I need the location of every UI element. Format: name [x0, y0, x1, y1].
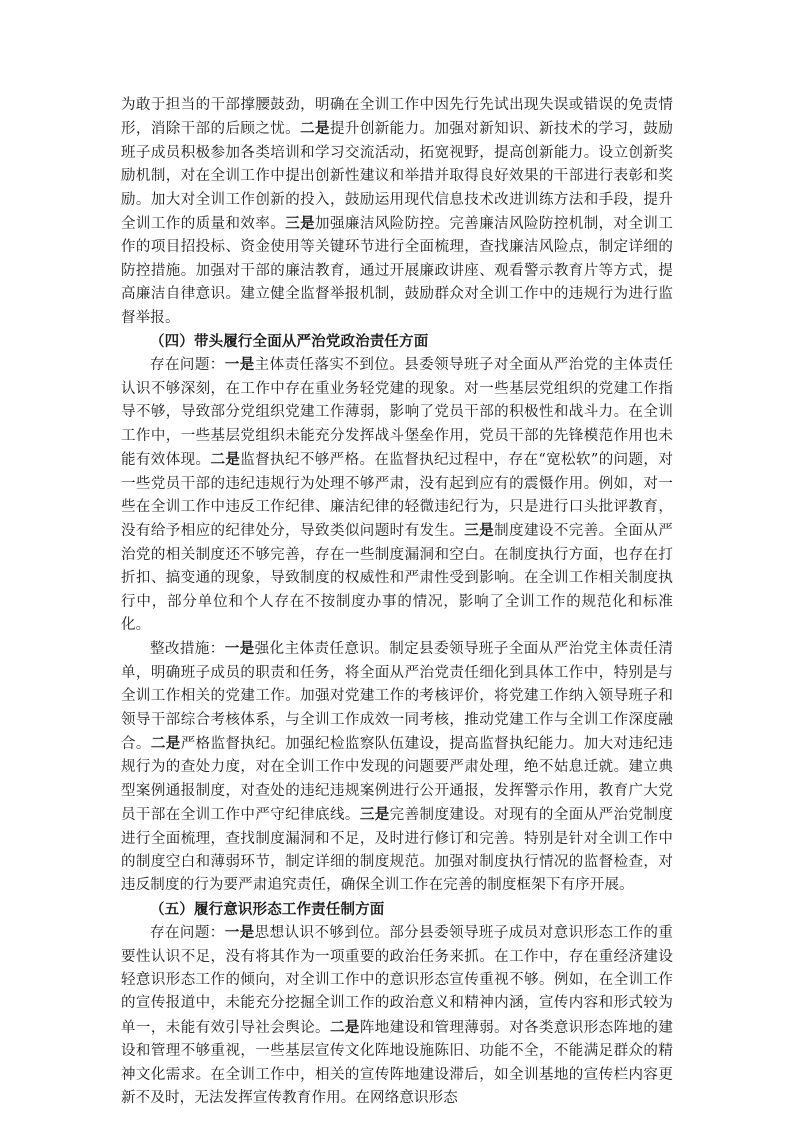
text-run: 完善制度建设。对现有的全面从严治党制度进行全面梳理，查找制度漏洞和不足，及时进行修订和完善。特别是针对全训工作中的制度空白和薄弱环节，制定详细的制度规范。加强对制度执行情况的监督检查，对违反制度的行为要严肃追究责任，确保全训工作在完善的制度框架下有序开展。 [121, 807, 673, 894]
text-run: 严格监督执纪。加强纪检监察队伍建设，提高监督执纪能力。加大对违纪违规行为的查处力度，对在全训工作中发现的问题要严肃处理，绝不姑息迁就。建立典型案例通报制度，对查处的违纪违规案例进行公开通报，发挥警示作用，教育广大党员干部在全训工作中严守纪律底线。 [121, 735, 673, 824]
bold-marker: 二是 [150, 734, 181, 752]
bold-marker: 三是 [464, 522, 495, 540]
text-run: 强化主体责任意识。制定县委领导班子全面从严治党主体责任清单，明确班子成员的职责和任务，将全面从严治党责任细化到具体工作中，特别是与全训工作相关的党建工作。加强对党建工作的考核评价，将党建工作纳入领导班子和领导干部综合考核体系，与全训工作成效一同考核，推动党建工作与全训工作深度融合。 [121, 641, 673, 752]
bold-marker: 一是 [224, 640, 255, 658]
bold-marker: 二是 [210, 451, 241, 469]
text-run: 提升创新能力。加强对新知识、新技术的学习，鼓励班子成员积极参加各类培训和学习交流活动，拓宽视野，提高创新能力。设立创新奖励机制，对在全训工作中提出创新性建议和举措并取得良好效果的干部进行表彰和奖励。加大对全训工作创新的投入，鼓励运用现代信息技术改进训练方法和手段，提升全训工作的质量和效率。 [121, 121, 673, 233]
text-run: 加强廉洁风险防控。完善廉洁风险防控机制，对全训工作的项目招投标、资金使用等关键环节进行全面梳理，查找廉洁风险点，制定详细的防控措施。加强对干部的廉洁教育，通过开展廉政讲座、观看警示教育片等方式，提高廉洁自律意识。建立健全监督举报机制，鼓励群众对全训工作中的违规行为进行监督举报。 [121, 216, 673, 326]
section-heading-4: （四）带头履行全面从严治党政治责任方面 [150, 333, 429, 351]
body-paragraph-problems-4 [121, 353, 673, 637]
bold-marker: 一是 [224, 356, 255, 374]
document-page [121, 94, 673, 1110]
body-paragraph-problems-5 [121, 921, 673, 1110]
text-run: 整改措施： [150, 641, 225, 658]
text-run: 思想认识不够到位。部分县委领导班子成员对意识形态工作的重要性认识不足，没有将其作为一项重要的政治任务来抓。在工作中，存在重经济建设轻意识形态工作的倾向，对全训工作中的意识形态宣传重视不够。例如，在全训工作的宣传报道中，未能充分挖掘全训工作的政治意义和精神内涵，宣传内容和形式较为单一，未能有效引导社会舆论。 [121, 925, 673, 1036]
body-paragraph-1 [121, 94, 673, 330]
bold-marker: 三是 [285, 215, 316, 233]
text-run: 主体责任落实不到位。县委领导班子对全面从严治党的主体责任认识不够深刻，在工作中存在重业务轻党建的现象。对一些基层党组织的党建工作指导不够，导致部分党组织党建工作薄弱，影响了党员干部的积极性和战斗力。在全训工作中，一些基层党组织未能充分发挥战斗堡垒作用，党员干部的先锋模范作用也未能有效体现。 [121, 357, 673, 469]
section-heading-5: （五）履行意识形态工作责任制方面 [150, 900, 385, 918]
bold-marker: 三是 [359, 806, 390, 824]
text-run: 阵地建设和管理薄弱。对各类意识形态阵地的建设和管理不够重视，一些基层宣传文化阵地设施陈旧、功能不全，不能满足群众的精神文化需求。在全训工作中，相关的宣传阵地建设滞后，如全训基地的宣传栏内容更新不及时，无法发挥宣传教育作用。在网络意识形态 [121, 1019, 673, 1107]
text-run: 制度建设不完善。全面从严治党的相关制度还不够完善，存在一些制度漏洞和空白。在制度执行方面，也存在打折扣、搞变通的现象，导致制度的权威性和严肃性受到影响。在全训工作相关制度执行中，部分单位和个人存在不按制度办事的情况，影响了全训工作的规范化和标准化。 [121, 523, 673, 633]
bold-marker: 一是 [224, 924, 255, 942]
text-run: 监督执纪不够严格。在监督执纪过程中，存在“宽松软”的问题，对一些党员干部的违纪违规行为处理不够严肃，没有起到应有的震慑作用。例如，对一些在全训工作中违反工作纪律、廉洁纪律的轻微违纪行为，只是进行口头批评教育，没有给予相应的纪律处分，导致类似问题时有发生。 [121, 452, 673, 540]
bold-marker: 二是 [300, 120, 330, 138]
text-run: 为敢于担当的干部撑腰鼓劲，明确在全训工作中因先行先试出现失误或错误的免责情形，消除干部的后顾之忧。 [121, 97, 673, 138]
text-run: 存在问题： [150, 925, 225, 942]
body-paragraph-measures-4 [121, 637, 673, 897]
text-run: 存在问题： [150, 357, 225, 374]
bold-marker: 二是 [329, 1018, 360, 1036]
